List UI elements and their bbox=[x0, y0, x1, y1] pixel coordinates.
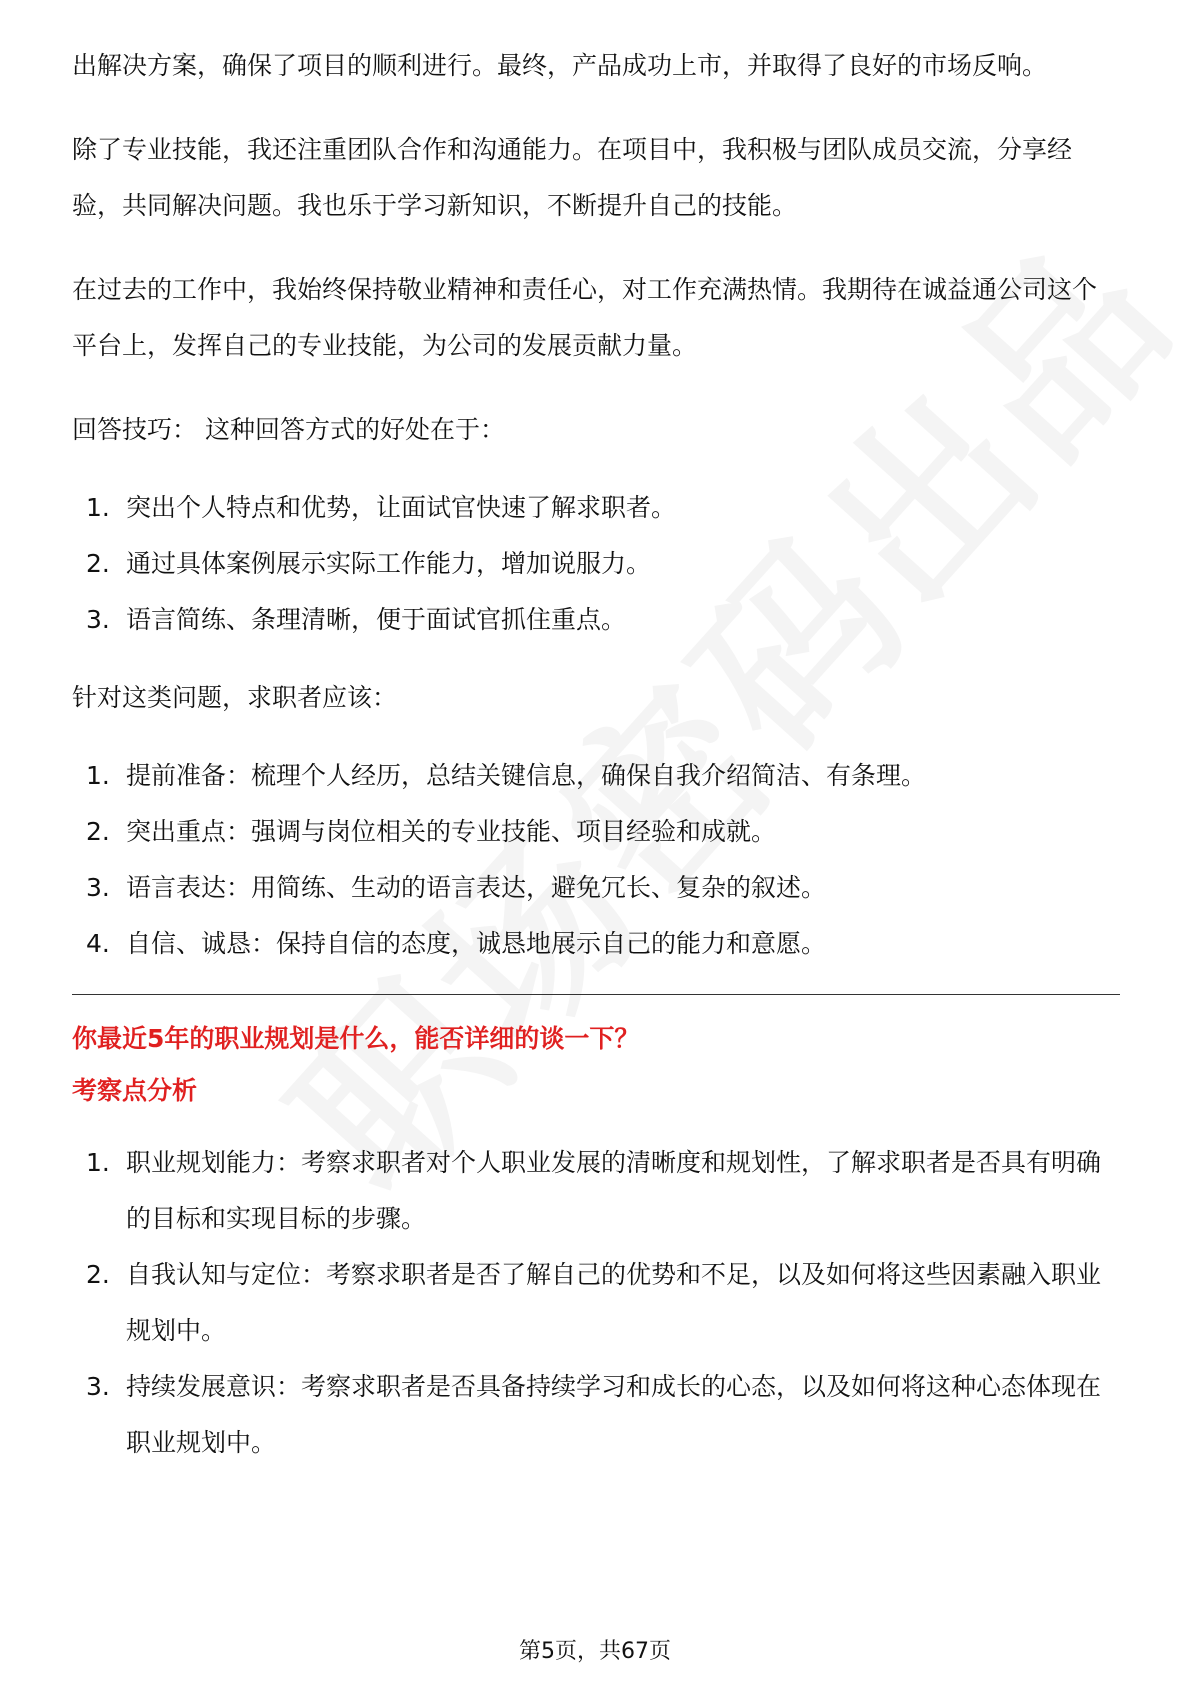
list-item bbox=[72, 536, 1120, 592]
list-text: 语言简练、条理清晰，便于面试官抓住重点。 bbox=[126, 605, 627, 634]
tips-lead: 回答技巧： 这种回答方式的好处在于： bbox=[72, 415, 505, 444]
list-text: 持续发展意识：考察求职者是否具备持续学习和成长的心态，以及如何将这种心态体现在职业规划中。 bbox=[126, 1372, 1102, 1457]
list-number: 3. bbox=[86, 1372, 110, 1401]
list-number: 2. bbox=[86, 817, 110, 846]
list-item bbox=[72, 916, 1120, 972]
section-divider bbox=[72, 994, 1120, 995]
page-footer: 第5页，共67页 bbox=[519, 1639, 671, 1664]
list-number: 2. bbox=[86, 549, 110, 578]
list-item bbox=[72, 592, 1120, 648]
list-item bbox=[72, 1135, 1120, 1247]
list-item bbox=[72, 804, 1120, 860]
list-item bbox=[72, 748, 1120, 804]
list-item bbox=[72, 1247, 1120, 1359]
list-number: 4. bbox=[86, 929, 110, 958]
question-title: 你最近5年的职业规划是什么，能否详细的谈一下？ bbox=[72, 1024, 640, 1053]
list-item bbox=[72, 860, 1120, 916]
list-text: 自我认知与定位：考察求职者是否了解自己的优势和不足，以及如何将这些因素融入职业规划中。 bbox=[126, 1260, 1102, 1345]
list-text: 通过具体案例展示实际工作能力，增加说服力。 bbox=[126, 549, 652, 578]
tips-list bbox=[72, 480, 1120, 648]
list-number: 1. bbox=[86, 493, 110, 522]
list-number: 1. bbox=[86, 1148, 110, 1177]
list-text: 职业规划能力：考察求职者对个人职业发展的清晰度和规划性，了解求职者是否具有明确的目标和实现目标的步骤。 bbox=[126, 1148, 1102, 1233]
analysis-list bbox=[72, 1135, 1120, 1471]
paragraph: 在过去的工作中，我始终保持敬业精神和责任心，对工作充满热情。我期待在诚益通公司这个平台上，发挥自己的专业技能，为公司的发展贡献力量。 bbox=[72, 275, 1098, 360]
list-item bbox=[72, 1359, 1120, 1471]
paragraph: 出解决方案，确保了项目的顺利进行。最终，产品成功上市，并取得了良好的市场反响。 bbox=[72, 51, 1048, 80]
paragraph: 除了专业技能，我还注重团队合作和沟通能力。在项目中，我积极与团队成员交流，分享经验，共同解决问题。我也乐于学习新知识，不断提升自己的技能。 bbox=[72, 135, 1073, 220]
list-text: 突出个人特点和优势，让面试官快速了解求职者。 bbox=[126, 493, 677, 522]
list-text: 语言表达：用简练、生动的语言表达，避免冗长、复杂的叙述。 bbox=[126, 873, 827, 902]
list-text: 突出重点：强调与岗位相关的专业技能、项目经验和成就。 bbox=[126, 817, 777, 846]
list-number: 3. bbox=[86, 873, 110, 902]
list-number: 1. bbox=[86, 761, 110, 790]
list-item bbox=[72, 480, 1120, 536]
list-number: 3. bbox=[86, 605, 110, 634]
list-text: 提前准备：梳理个人经历，总结关键信息，确保自我介绍简洁、有条理。 bbox=[126, 761, 927, 790]
analysis-heading: 考察点分析 bbox=[72, 1076, 198, 1105]
list-text: 自信、诚恳：保持自信的态度，诚恳地展示自己的能力和意愿。 bbox=[126, 929, 827, 958]
advice-lead: 针对这类问题，求职者应该： bbox=[72, 683, 398, 712]
list-number: 2. bbox=[86, 1260, 110, 1289]
page-content bbox=[72, 38, 1120, 1493]
advice-list bbox=[72, 748, 1120, 972]
